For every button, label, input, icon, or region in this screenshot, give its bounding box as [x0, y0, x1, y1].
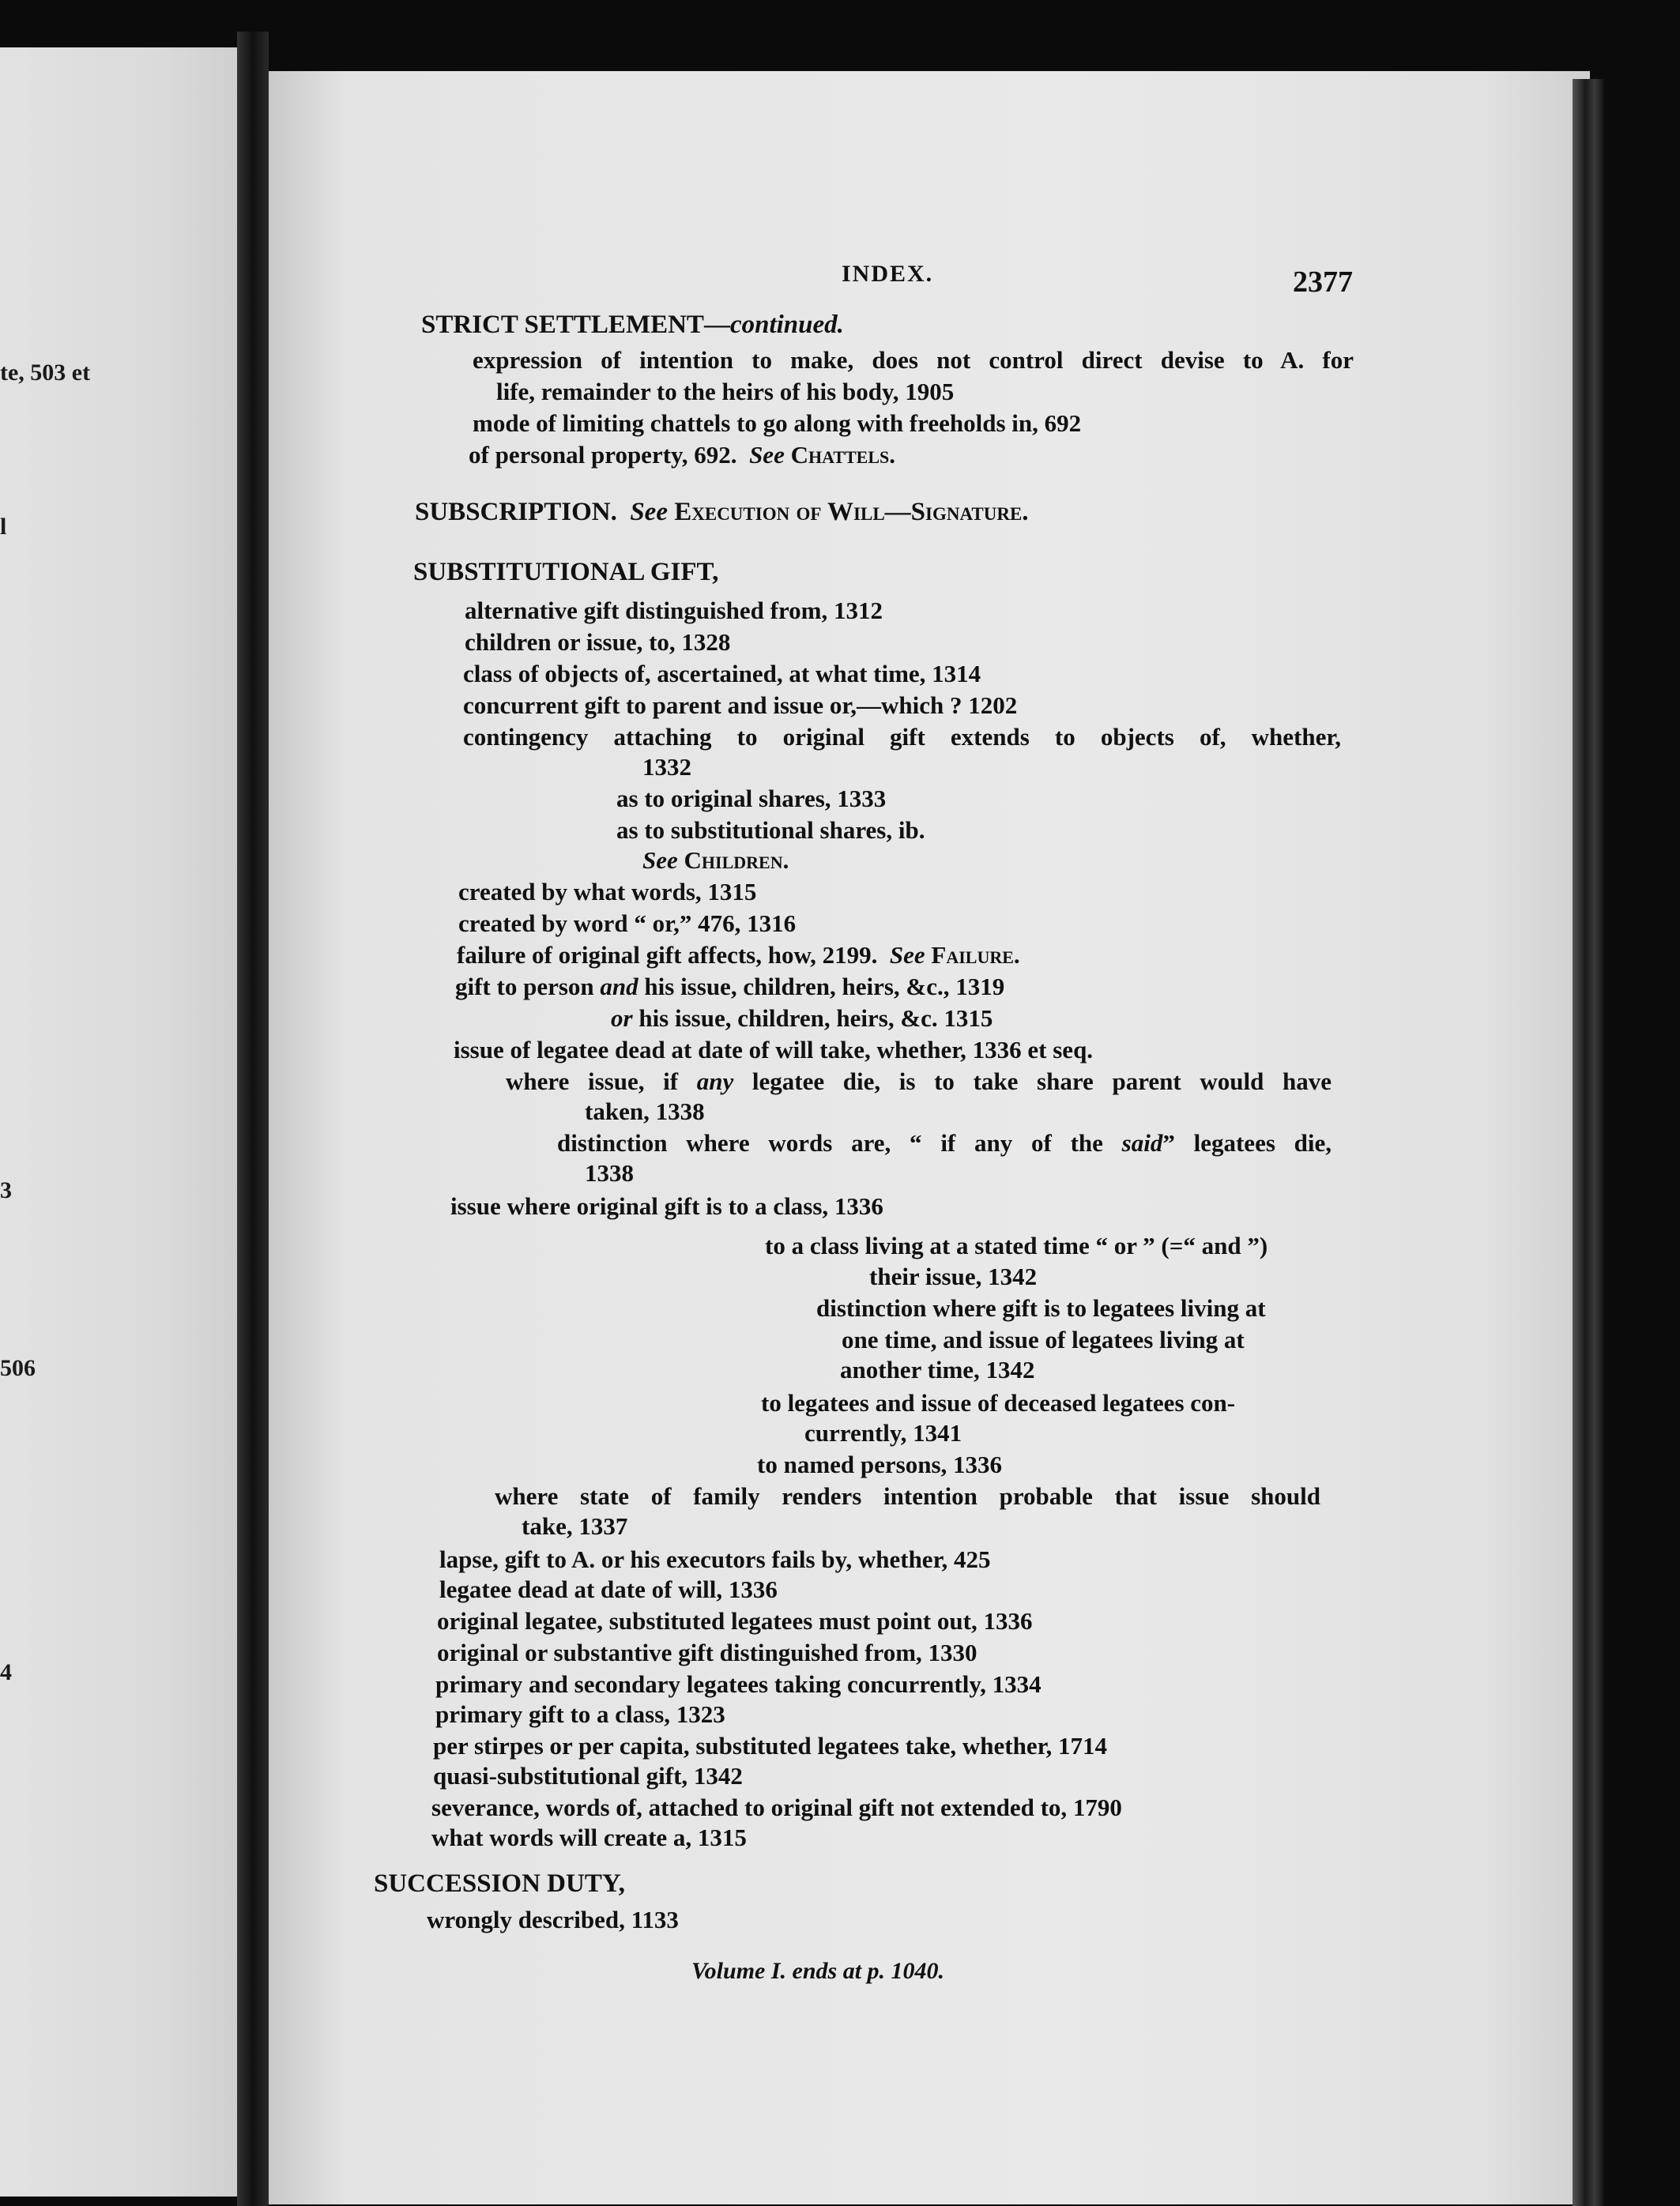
index-line: another time, 1342	[840, 1356, 1035, 1383]
index-line: life, remainder to the heirs of his body, 1905	[496, 378, 955, 405]
entry-heading-succession-duty: SUCCESSION DUTY,	[374, 1869, 625, 1898]
index-line: quasi-substitutional gift, 1342	[433, 1762, 743, 1790]
index-line: alternative gift distinguished from, 1312	[465, 597, 883, 624]
entry-heading-subscription: SUBSCRIPTION. See Execution of Will—Signature.	[415, 498, 1029, 526]
index-line: children or issue, to, 1328	[465, 628, 731, 656]
index-line: what words will create a, 1315	[431, 1824, 747, 1851]
index-line: issue where original gift is to a class, 1336	[450, 1192, 883, 1220]
index-line: lapse, gift to A. or his executors fails by, whether, 425	[439, 1545, 991, 1573]
index-line: wrongly described, 1133	[427, 1906, 679, 1933]
index-line: their issue, 1342	[869, 1263, 1038, 1290]
index-line: to named persons, 1336	[757, 1451, 1003, 1478]
index-line: severance, words of, attached to original gift not extended to, 1790	[431, 1794, 1122, 1821]
index-line: created by what words, 1315	[458, 878, 757, 905]
left-page-edge	[0, 47, 237, 2197]
left-fragment-2: l	[0, 514, 7, 540]
index-line: per stirpes or per capita, substituted legatees take, whether, 1714	[433, 1732, 1108, 1760]
index-line: class of objects of, ascertained, at what time, 1314	[463, 660, 981, 687]
page-number: 2377	[1293, 265, 1353, 299]
index-line: legatee dead at date of will, 1336	[439, 1575, 778, 1603]
volume-note: Volume I. ends at p. 1040.	[691, 1958, 945, 1984]
index-line: where state of family renders intention probable that issue should	[495, 1482, 1320, 1510]
index-line: take, 1337	[522, 1512, 628, 1540]
index-line: of personal property, 692. See Chattels.	[469, 441, 896, 469]
index-line: 1338	[585, 1159, 634, 1187]
index-line: one time, and issue of legatees living at	[842, 1326, 1245, 1353]
index-line: contingency attaching to original gift extends to objects of, whether,	[463, 723, 1341, 751]
index-line: 1332	[642, 753, 691, 781]
index-line: original legatee, substituted legatees must point out, 1336	[437, 1607, 1033, 1635]
index-line: distinction where gift is to legatees living at	[816, 1294, 1266, 1322]
book-gutter	[237, 32, 269, 2206]
index-line: as to substitutional shares, ib.	[616, 816, 925, 844]
index-line: taken, 1338	[585, 1097, 705, 1125]
page-edge-shadow	[1573, 79, 1604, 2206]
left-fragment-3: 3	[0, 1177, 12, 1203]
index-line: created by word “ or,” 476, 1316	[458, 909, 797, 937]
index-line: or his issue, children, heirs, &c. 1315	[611, 1004, 993, 1032]
entry-heading-substitutional-gift: SUBSTITUTIONAL GIFT,	[413, 558, 719, 586]
entry-heading-strict-settlement: STRICT SETTLEMENT—continued.	[421, 311, 844, 339]
left-fragment-5: 4	[0, 1659, 12, 1685]
index-line: currently, 1341	[804, 1419, 962, 1447]
index-line: concurrent gift to parent and issue or,—which ? 1202	[463, 691, 1018, 719]
index-line: issue of legatee dead at date of will take, whether, 1336 et seq.	[454, 1036, 1094, 1063]
index-line: primary and secondary legatees taking concurrently, 1334	[435, 1670, 1042, 1698]
index-line: distinction where words are, “ if any of the said” legatees die,	[557, 1129, 1332, 1157]
index-line: See Children.	[642, 846, 789, 874]
index-line: to legatees and issue of deceased legatees con-	[761, 1389, 1236, 1417]
index-line: failure of original gift affects, how, 2199. See Failure.	[457, 941, 1020, 969]
index-line: primary gift to a class, 1323	[435, 1700, 725, 1728]
left-fragment-1: te, 503 et	[0, 360, 91, 386]
index-line: to a class living at a stated time “ or ” (=“ and ”)	[765, 1232, 1268, 1259]
index-line: original or substantive gift distinguished from, 1330	[437, 1639, 977, 1666]
left-fragment-4: 506	[0, 1355, 36, 1381]
index-line: mode of limiting chattels to go along with freeholds in, 692	[473, 409, 1082, 437]
index-line: where issue, if any legatee die, is to take share parent would have	[506, 1067, 1332, 1095]
index-line: expression of intention to make, does not control direct devise to A. for	[473, 346, 1354, 374]
index-line: as to original shares, 1333	[616, 785, 887, 812]
running-head: INDEX.	[842, 261, 934, 287]
index-line: gift to person and his issue, children, heirs, &c., 1319	[455, 973, 1005, 1000]
